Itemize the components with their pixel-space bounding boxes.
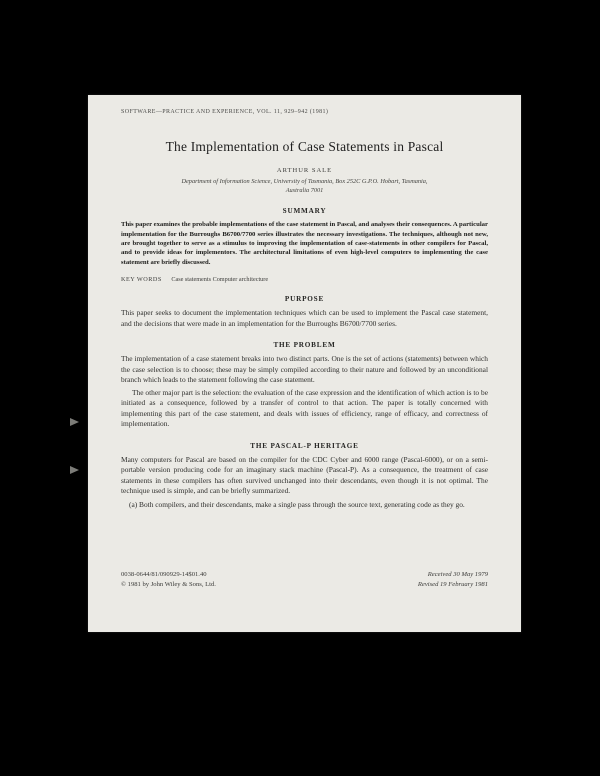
affiliation-line-1: Department of Information Science, University of Tasmania, Box 252C G.P.O. Hobart, Tasmania, (181, 178, 428, 185)
affiliation-line-2: Australia 7001 (285, 187, 324, 195)
author-affiliation (121, 177, 488, 195)
copyright-line: © 1981 by John Wiley & Sons, Ltd. (121, 580, 216, 588)
scan-artifact-mark (70, 466, 79, 474)
paper-title: The Implementation of Case Statements in Pascal (165, 139, 444, 154)
journal-header: SOFTWARE—PRACTICE AND EXPERIENCE, VOL. 11, 929–942 (1981) (121, 109, 329, 115)
section-heading-pascal-p-heritage: THE PASCAL-P HERITAGE (250, 441, 359, 450)
summary-paragraph: This paper examines the probable implementations of the case statement in Pascal, and analyses their consequences. A particular implementation for the Burroughs B6700/7700 series illustrates the necessary investigations. The techniques, although not new, are brought together to serve as a stimulus to improving the implementation of case-statements in other compilers for Pascal, and to provide ideas for implementors. The architectural limitations of even high-level computers to implementing the case statement are briefly discussed. (121, 221, 488, 266)
scan-artifact-mark (70, 418, 79, 426)
keywords-text: Case statements Computer architecture (171, 276, 269, 284)
issn-line: 0038-0644/81/090929-14$01.40 (121, 570, 207, 578)
summary-heading: SUMMARY (282, 207, 327, 216)
paragraph: This paper seeks to document the implementation techniques which can be used to implement the Pascal case statement, and the decisions that were made in an implementation for the Burroughs B6700/7700 series. (121, 308, 488, 328)
paragraph: The implementation of a case statement breaks into two distinct parts. One is the set of actions (statements) between which the case selection is to choose; these may be simply compiled according to their nature and followed by an unconditional branch which leads to the statement following the case statement. (121, 354, 488, 385)
received-date: Received 30 May 1979 (427, 570, 488, 578)
keywords-label: KEY WORDS (121, 276, 162, 284)
author-name: ARTHUR SALE (276, 167, 333, 174)
revised-date: Revised 19 February 1981 (417, 580, 488, 588)
section-heading-purpose: PURPOSE (284, 295, 325, 304)
keywords-line (121, 276, 488, 283)
paragraph: The other major part is the selection: the evaluation of the case expression and the identification of which action is to be initiated as a consequence, followed by a transfer of control to that action. The paper is totally concerned with implementing this part of the case statement, and deals with issues of efficiency, range of efficacy, and correctness of implementation. (121, 387, 488, 429)
list-item-a: (a) Both compilers, and their descendants, make a single pass through the source text, generating code as they go. (129, 499, 465, 509)
footer-dates (418, 570, 488, 590)
page-footer (121, 570, 488, 590)
section-heading-problem: THE PROBLEM (273, 341, 336, 350)
paragraph: Many computers for Pascal are based on the compiler for the CDC Cyber and 6000 range (Pascal-6000), or on a semi-portable version producing code for an imaginary stack machine (Pascal-P). As a consequence, the treatment of case statements in these compilers has often survived unchanged into their descendants, even though it is not optimal. The technique used is simple, and can be briefly summarized. (121, 454, 488, 496)
footer-publication-info (121, 570, 216, 590)
paper-page (88, 95, 521, 632)
